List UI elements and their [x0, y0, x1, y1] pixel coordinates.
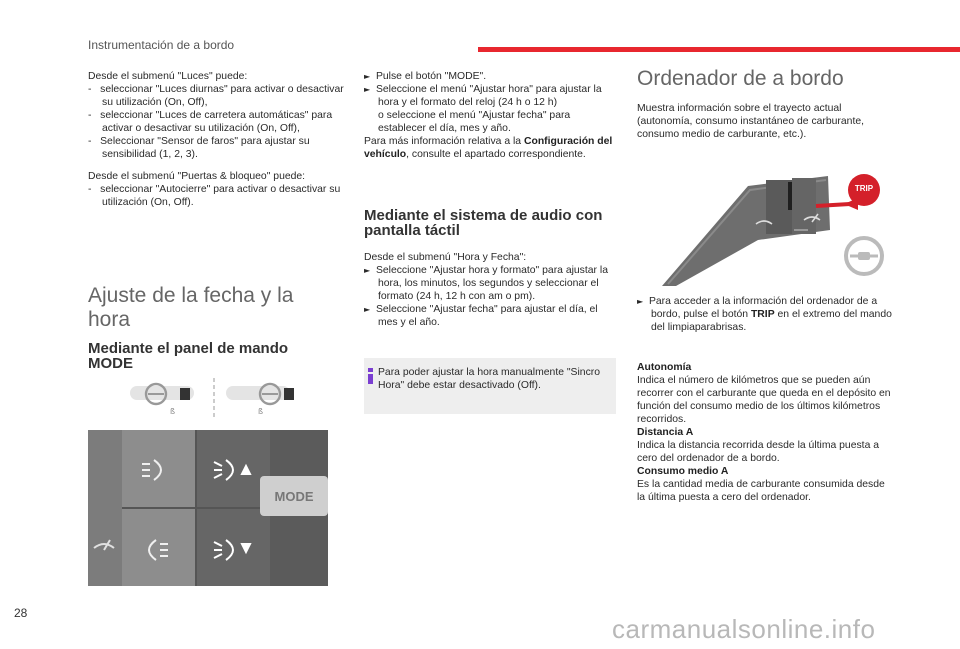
fecha-section: [88, 284, 318, 332]
mode-section: [88, 341, 328, 371]
arrow-bullet-icon: ►: [364, 85, 371, 94]
arrow-bullet-icon: ►: [364, 266, 371, 275]
arrow-bullet-icon: ►: [364, 72, 371, 81]
def-desc: Es la cantidad media de carburante consumida desde la última puesta a cero del ordenador.: [637, 479, 885, 503]
list-item-cont: o seleccione el menú "Ajustar fecha" para establecer el día, mes y año.: [378, 110, 571, 134]
info-note: [364, 358, 616, 414]
list-item: ► Seleccione "Ajustar hora y formato" para ajustar la hora, los minutos, los segundos y seleccionar el formato (24 h, 12 h con am o pm).: [364, 265, 608, 302]
note-text: Para poder ajustar la hora manualmente "Sincro Hora" debe estar desactivado (Off).: [378, 367, 601, 391]
svg-text:ß: ß: [258, 407, 264, 416]
puertas-intro: Desde el submenú "Puertas & bloqueo" puede:: [88, 171, 306, 182]
list-item: ► Seleccione el menú "Ajustar hora" para ajustar la hora y el formato del reloj (24 h o 12 h): [364, 84, 602, 108]
heading-mode: Mediante el panel de mando MODE: [88, 340, 289, 372]
audio-block: [364, 251, 616, 329]
def-term: Distancia A: [637, 427, 694, 438]
heading-ordenador: Ordenador de a bordo: [637, 67, 844, 90]
list-item: ► Seleccione "Ajustar fecha" para ajustar el día, el mes y el año.: [364, 304, 598, 328]
list-item: ► Pulse el botón "MODE".: [364, 71, 487, 82]
steps-block: [364, 70, 616, 161]
trip-step: [637, 295, 893, 334]
def-desc: Indica la distancia recorrida desde la última puesta a cero del ordenador de a bordo.: [637, 440, 880, 464]
luces-block: [88, 70, 350, 209]
header-accent-bar: [478, 47, 960, 52]
def-desc: Indica el número de kilómetros que se pueden aún recorrer con el carburante que queda en el depósito en función del consumo medio de los últimos kilómetros recorridos.: [637, 375, 891, 425]
heading-fecha: Ajuste de la fecha y la hora: [88, 284, 294, 331]
page-number: 28: [14, 606, 28, 620]
luces-intro: Desde el submenú "Luces" puede:: [88, 71, 248, 82]
list-item: - seleccionar "Luces diurnas" para activar o desactivar su utilización (On, Off),: [88, 84, 344, 108]
section-title: Instrumentación de a bordo: [88, 38, 235, 52]
arrow-bullet-icon: ►: [364, 305, 371, 314]
info-icon: [368, 368, 373, 384]
definitions-block: [637, 361, 893, 504]
ordenador-section: [637, 67, 927, 91]
audio-intro: Desde el submenú "Hora y Fecha":: [364, 252, 527, 263]
ordenador-intro: Muestra información sobre el trayecto actual (autonomía, consumo instantáneo de carburante, consumo medio de carburante, etc.).: [637, 103, 865, 140]
audio-section: [364, 208, 622, 238]
watermark: carmanualsonline.info: [612, 614, 876, 644]
steering-wheel-illustration: [122, 378, 302, 420]
list-item: - seleccionar "Luces de carretera automáticas" para activar o desactivar su utilización (On, Off),: [88, 110, 333, 134]
mode-button[interactable]: MODE: [274, 488, 314, 504]
steering-wheel-icon: [122, 378, 302, 420]
def-term: Autonomía: [637, 362, 692, 373]
list-item: - seleccionar "Autocierre" para activar o desactivar su utilización (On, Off).: [88, 184, 341, 208]
list-item: ► Para acceder a la información del ordenador de a bordo, pulse el botón TRIP en el extremo del mando del limpiaparabrisas.: [637, 296, 892, 333]
list-item: - Seleccionar "Sensor de faros" para ajustar su sensibilidad (1, 2, 3).: [88, 136, 310, 160]
config-text: Para más información relativa a la Configuración del vehículo, consulte el apartado correspondiente.: [364, 136, 613, 160]
def-term: Consumo medio A: [637, 466, 729, 477]
trip-badge[interactable]: TRIP: [854, 184, 874, 193]
svg-text:ß: ß: [170, 407, 176, 416]
heading-audio: Mediante el sistema de audio con pantalla táctil: [364, 207, 603, 239]
arrow-bullet-icon: ►: [637, 297, 644, 306]
